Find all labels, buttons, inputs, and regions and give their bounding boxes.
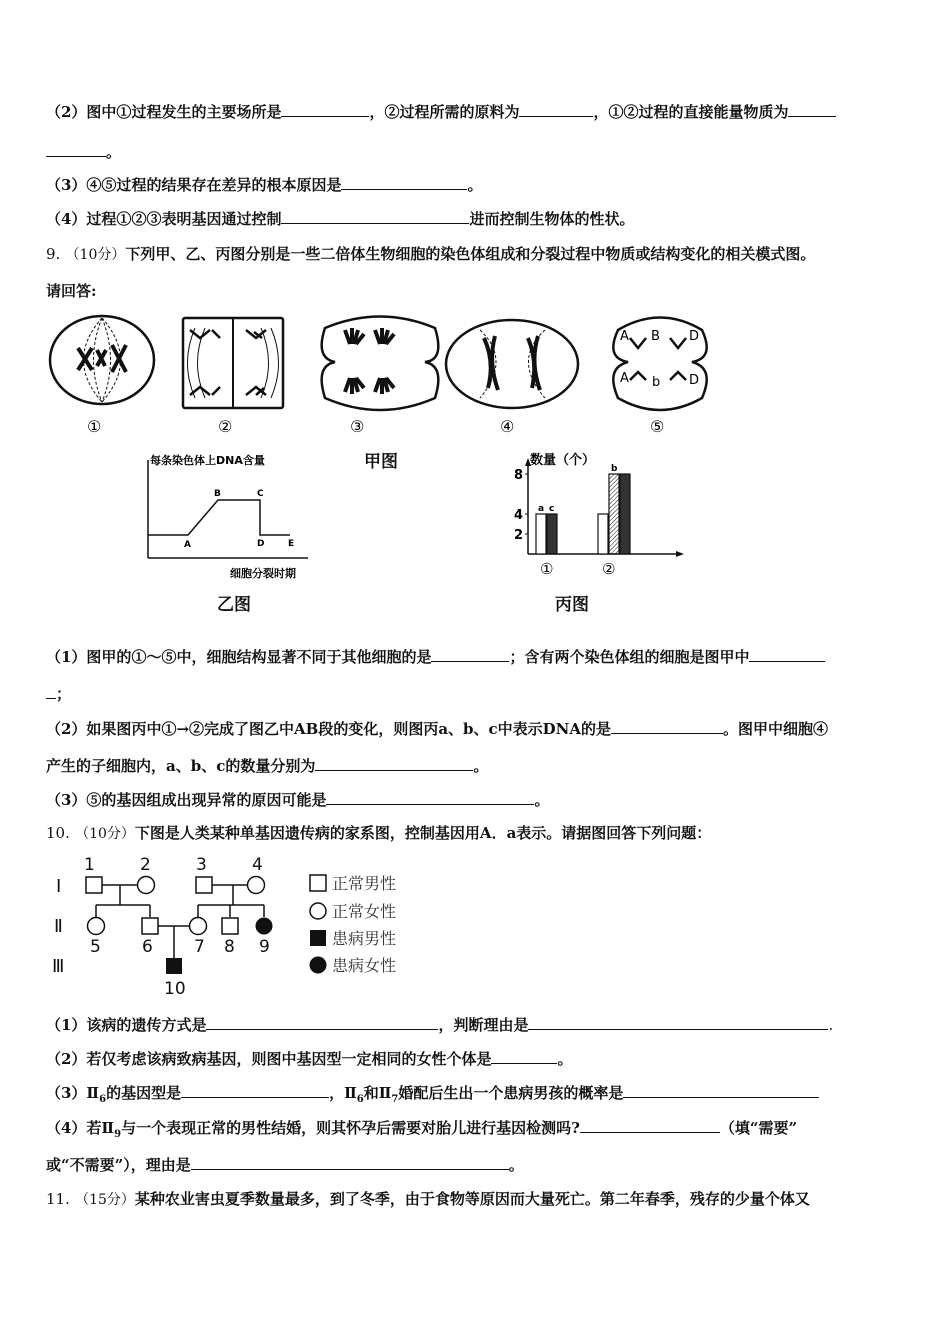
gene-label: A (620, 371, 629, 386)
individual-7 (190, 918, 207, 935)
q9-part1: （1）图甲的①～⑤中，细胞结构显著不同于其他细胞的是 ；含有两个染色体组的细胞是图甲中 (46, 647, 825, 667)
q9-part3: （3）⑤的基因组成出现异常的原因可能是 。 (46, 791, 550, 809)
individual-id: 8 (224, 937, 235, 957)
legend-label: 正常女性 (332, 902, 397, 921)
legend-normal-female-icon (310, 903, 326, 919)
generation-label: Ⅰ (56, 876, 62, 897)
y-tick-label: 2 (514, 528, 524, 543)
individual-id: 4 (252, 855, 263, 875)
answer-blank[interactable] (191, 1155, 509, 1170)
individual-2 (138, 877, 155, 894)
point-label: B (214, 489, 221, 499)
q9-part1-cont: ； (46, 684, 71, 704)
cell-2 (183, 318, 283, 408)
individual-id: 3 (196, 855, 207, 875)
answer-blank[interactable] (788, 102, 836, 117)
cell-5 (613, 318, 706, 411)
answer-blank[interactable] (519, 102, 593, 117)
yi-ylabel: 每条染色体上DNA含量 (150, 454, 265, 467)
q9-stem-cont: 请回答: (46, 282, 97, 300)
y-tick-label: 8 (514, 468, 524, 483)
q11-stem: 11. （15分）某种农业害虫夏季数量最多，到了冬季，由于食物等原因而大量死亡。第二年春季，残存的少量个体又 (46, 1190, 810, 1208)
cell-label: ④ (500, 417, 515, 436)
bar-label: c (549, 504, 555, 514)
individual-1 (86, 877, 102, 893)
figure-yi-caption: 乙图 (217, 595, 251, 615)
individual-id: 5 (90, 937, 101, 957)
individual-id: 1 (84, 855, 95, 875)
gene-label: b (652, 375, 661, 390)
dna-curve (148, 500, 290, 535)
generation-label: Ⅲ (52, 956, 65, 977)
answer-blank[interactable] (315, 756, 473, 771)
individual-id: 6 (142, 937, 153, 957)
answer-blank[interactable] (749, 647, 825, 662)
q8-part3: （3）④⑤过程的结果存在差异的根本原因是 。 (46, 176, 483, 194)
figure-jia-cells (40, 310, 720, 440)
answer-blank[interactable] (580, 1118, 720, 1133)
individual-id: 10 (164, 979, 186, 999)
individual-id: 2 (140, 855, 151, 875)
yi-xlabel: 细胞分裂时期 (230, 567, 296, 580)
answer-blank[interactable] (281, 102, 369, 117)
q8-part4: （4）过程①②③表明基因通过控制 进而控制生物体的性状。 (46, 210, 635, 228)
figure-jia-caption: 甲图 (364, 452, 398, 472)
legend-affected-male-icon (310, 930, 326, 946)
generation-label: Ⅱ (54, 916, 63, 937)
point-label: C (257, 489, 264, 499)
cell-1 (50, 316, 154, 404)
individual-id: 9 (259, 937, 270, 957)
bing-ylabel: 数量（个） (530, 453, 596, 468)
answer-blank[interactable] (281, 209, 469, 224)
figure-yi-graph (130, 450, 320, 580)
gene-label: D (689, 329, 700, 344)
q9-stem: 9. （10分）下列甲、乙、丙图分别是一些二倍体生物细胞的染色体组成和分裂过程中物质或结构变化的相关模式图。 (46, 245, 816, 263)
x-category-label: ② (602, 560, 616, 578)
q8-part2-cont: 。 (46, 142, 121, 162)
cell-3 (322, 317, 439, 411)
gene-label: A (620, 329, 629, 344)
cell-4 (446, 320, 578, 408)
legend-normal-male-icon (310, 875, 326, 891)
individual-id: 7 (194, 937, 205, 957)
individual-5 (88, 918, 105, 935)
individual-6 (142, 918, 158, 934)
q10-stem: 10. （10分）下图是人类某种单基因遗传病的家系图，控制基因用A．a表示。请据图回答下列问题： (46, 824, 712, 842)
answer-blank[interactable] (341, 175, 467, 190)
answer-blank[interactable] (46, 142, 106, 157)
gene-label: D (689, 373, 700, 388)
legend-label: 患病女性 (332, 956, 397, 975)
q9-part2-cont: 产生的子细胞内，a、b、c的数量分别为 。 (46, 757, 489, 775)
q8-part2: （2）图中①过程发生的主要场所是 ，②过程所需的原料为 ，①②过程的直接能量物质为 (46, 102, 836, 122)
individual-10 (166, 958, 182, 974)
cell-label: ⑤ (650, 417, 665, 436)
q10-part2: （2）若仅考虑该病致病基因，则图中基因型一定相同的女性个体是 。 (46, 1050, 573, 1068)
individual-3 (196, 877, 212, 893)
x-axis-arrow (676, 551, 684, 557)
figure-bing-caption: 丙图 (555, 595, 589, 615)
pedigree-chart (50, 850, 430, 1000)
point-label: D (257, 539, 265, 549)
q10-part1: （1）该病的遗传方式是 ，判断理由是 . (46, 1016, 834, 1034)
answer-blank[interactable] (611, 719, 723, 734)
legend-label: 正常男性 (332, 874, 397, 893)
point-label: A (184, 540, 191, 550)
cell-label: ③ (350, 417, 365, 436)
q10-part3: $(3)Ⅱ_6$的基因型是 ，$Ⅱ_6$和$Ⅱ_7$婚配后生出一个患病男孩的概率是 (46, 1083, 819, 1110)
bar-a-2 (598, 514, 608, 554)
x-category-label: ① (540, 560, 554, 578)
answer-blank[interactable] (431, 647, 509, 662)
q10-part4: （4）若$Ⅱ_9$与一个表现正常的男性结婚，则其怀孕后需要对胎儿进行基因检测吗? （填“需要” (46, 1119, 798, 1140)
answer-blank[interactable] (528, 1015, 828, 1030)
bar-b-2 (609, 474, 619, 554)
y-tick-label: 4 (514, 508, 524, 523)
bar-label: a (538, 504, 545, 514)
answer-blank[interactable] (326, 790, 534, 805)
individual-8 (222, 918, 238, 934)
individual-9 (256, 918, 273, 935)
cell-label: ① (87, 417, 102, 436)
legend-label: 患病男性 (332, 929, 397, 948)
answer-blank[interactable] (491, 1049, 557, 1064)
gene-label: B (651, 329, 660, 344)
bar-c-2 (620, 474, 630, 554)
cell-label: ② (218, 417, 233, 436)
bar-c-1 (547, 514, 557, 554)
bar-a-1 (536, 514, 546, 554)
q9-part2: （2）如果图丙中①→②完成了图乙中AB段的变化，则图丙a、b、c中表示DNA的是 。图甲中细胞④ (46, 720, 829, 738)
answer-blank[interactable] (181, 1083, 329, 1098)
answer-blank[interactable] (46, 684, 56, 699)
individual-4 (248, 877, 265, 894)
legend-affected-female-icon (310, 957, 327, 974)
bar-label: b (611, 464, 618, 474)
answer-blank[interactable] (623, 1083, 819, 1098)
point-label: E (288, 539, 295, 549)
q10-part4-cont: 或“不需要”），理由是 。 (46, 1156, 524, 1174)
figure-bing-chart (500, 448, 690, 580)
answer-blank[interactable] (206, 1015, 438, 1030)
